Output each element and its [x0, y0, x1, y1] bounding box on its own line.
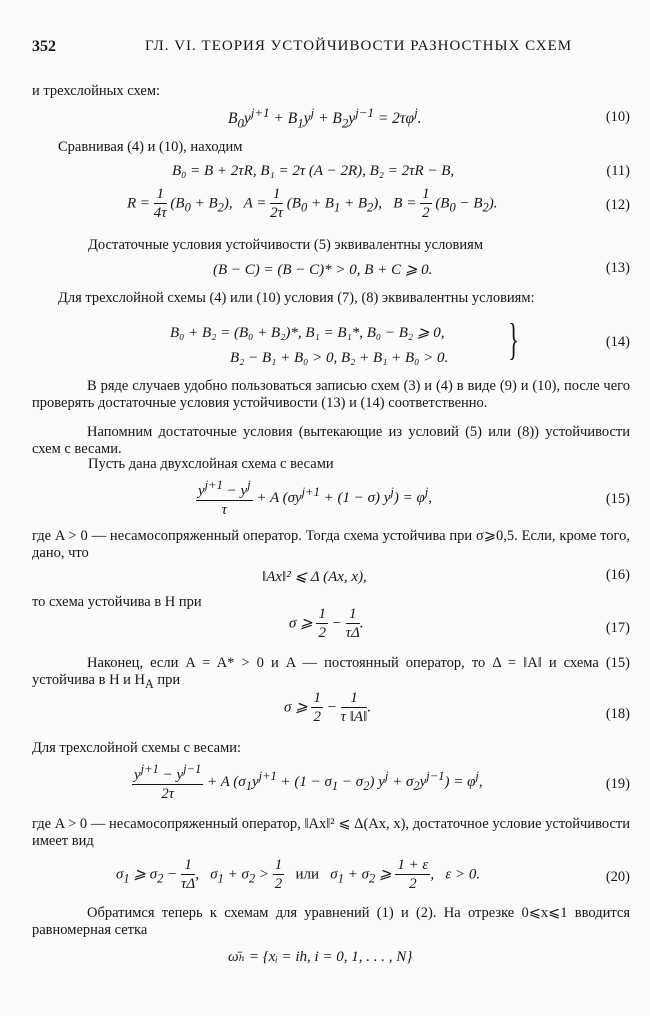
page-number: 352	[32, 38, 56, 55]
equation-14-line-2: B₂ − B₁ + B₀ > 0, B₂ + B₁ + B₀ > 0.	[230, 350, 449, 366]
equation-number-14: (14)	[605, 334, 630, 350]
equation-number-11: (11)	[606, 163, 630, 179]
equation-12: R = $\frac{1}{4\tau}$ $(B_0 + B_2)$, A = $\frac{1}{2\tau}$ $(B_0 + B_1 + B_2)$, B = $\frac{1}{2}$ $(B_0 - B_2)$.	[127, 186, 498, 222]
paragraph-comparing: Сравнивая (4) и (10), находим	[58, 139, 243, 155]
paragraph-three-layer: Для трехслойной схемы (4) или (10) условия (7), (8) эквивалентны условиям:	[58, 290, 535, 306]
equation-number-17: (17)	[605, 620, 630, 636]
right-brace: }	[508, 315, 519, 364]
equation-13: (B − C) = (B − C)* > 0, B + C ⩾ 0.	[213, 262, 433, 278]
paragraph-where-a-19: где A > 0 — несамосопряженный оператор, ‖Ax‖² ⩽ Δ(Ax, x), достаточное условие устойчивости имеет вид	[32, 816, 630, 849]
paragraph-sufficient: Достаточные условия устойчивости (5) эквивалентны условиям	[88, 237, 484, 253]
running-head: ГЛ. VI. ТЕОРИЯ УСТОЙЧИВОСТИ РАЗНОСТНЫХ СХЕМ	[145, 38, 573, 54]
equation-number-10: (10)	[605, 109, 630, 125]
equation-14-line-1: B₀ + B₂ = (B₀ + B₂)*, B₁ = B₁*, B₀ − B₂ ⩾ 0,	[170, 325, 445, 341]
equation-10: $B_0y^{j+1} + B_1y^j + B_2y^{j-1} = 2\tau\varphi^j$.	[228, 105, 422, 131]
paragraph-finally: Наконец, если A = A* > 0 и A — постоянный оператор, то Δ = ‖A‖ и схема (15) устойчива в H и $H_A$ при	[32, 655, 630, 691]
paragraph-some-cases: В ряде случаев удобно пользоваться записью схем (3) и (4) в виде (9) и (10), после чего проверять достаточные условия устойчивости (13) и (14) соответственно.	[32, 378, 630, 411]
equation-number-18: (18)	[605, 706, 630, 722]
equation-15: $\frac{y^{j+1} - y^j}{\tau}$ + A $(\sigma y^{j+1} + (1 - \sigma) y^j) = \varphi^j$,	[198, 478, 433, 519]
paragraph-recall: Напомним достаточные условия (вытекающие из условий (5) или (8)) устойчивости схем с весами.	[32, 424, 630, 457]
equation-number-12: (12)	[605, 197, 630, 213]
paragraph-turn-now: Обратимся теперь к схемам для уравнений (1) и (2). На отрезке 0⩽x⩽1 вводится равномерная сетка	[32, 905, 630, 938]
equation-number-13: (13)	[605, 260, 630, 276]
equation-11: B₀ = B + 2τR, B₁ = 2τ (A − 2R), B₂ = 2τR − B,	[172, 163, 455, 179]
equation-18: σ ⩾ $\frac{1}{2}$ − $\frac{1}{\tau ‖A‖}$ .	[284, 690, 372, 726]
paragraph-then-stable: то схема устойчива в H при	[32, 594, 202, 610]
equation-17: σ ⩾ $\frac{1}{2}$ − $\frac{1}{\tau\Delta}$ .	[289, 606, 364, 642]
equation-number-16: (16)	[605, 567, 630, 583]
equation-number-19: (19)	[605, 776, 630, 792]
paragraph-intro: и трехслойных схем:	[32, 83, 161, 99]
equation-number-20: (20)	[605, 869, 630, 885]
equation-grid: ω̄ₕ = {xᵢ = ih, i = 0, 1, . . . , N}	[228, 949, 413, 965]
equation-20: $\sigma_1$ ⩾ $\sigma_2$ − $\frac{1}{\tau\Delta}$ , $\sigma_1 + \sigma_2$ > $\frac{1}{2}$ или $\sigma_1 + \sigma_2$ ⩾ $\frac{1 + \varepsilon}{2}$ , ε > 0.	[116, 857, 481, 893]
equation-19: $\frac{y^{j+1} - y^{j-1}}{2\tau}$ + A $(\sigma_1y^{j+1} + (1 - \sigma_1 - \sigma_2) y^j + \sigma_2y^{j-1}) = \varphi^j$,	[134, 762, 483, 803]
paragraph-where-a-15: где A > 0 — несамосопряженный оператор. Тогда схема устойчива при σ⩾0,5. Если, кроме того, дано, что	[32, 528, 630, 561]
equation-16: ‖Ax‖² ⩽ Δ (Ax, x),	[262, 569, 367, 585]
paragraph-let-given: Пусть дана двухслойная схема с весами	[88, 456, 334, 472]
equation-number-15: (15)	[605, 491, 630, 507]
paragraph-three-layer-weights: Для трехслойной схемы с весами:	[32, 740, 242, 756]
